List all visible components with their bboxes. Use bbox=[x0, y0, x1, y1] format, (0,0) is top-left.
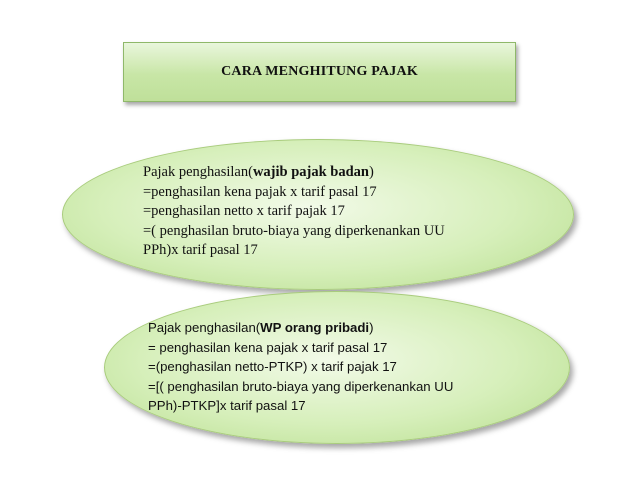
formula-pribadi-line-5: PPh)-PTKP]x tarif pasal 17 bbox=[148, 398, 306, 413]
formula-badan-subject: wajib pajak badan bbox=[252, 164, 369, 180]
formula-pribadi-line-3: =(penghasilan netto-PTKP) x tarif pajak 17 bbox=[148, 359, 397, 374]
formula-pribadi-line-2: = penghasilan kena pajak x tarif pasal 17 bbox=[148, 339, 388, 355]
formula-pribadi-line-1-suffix: ) bbox=[369, 320, 374, 335]
formula-pribadi-line-4: =[( penghasilan bruto-biaya yang diperkenankan UU bbox=[148, 378, 454, 394]
formula-badan-line-2: =penghasilan kena pajak x tarif pasal 17 bbox=[143, 183, 377, 200]
formula-badan-line-4: =( penghasilan bruto-biaya yang diperkenankan UU bbox=[143, 222, 445, 239]
formula-badan-line-1-prefix: Pajak penghasilan( bbox=[143, 164, 253, 180]
title-text: CARA MENGHITUNG PAJAK bbox=[221, 64, 418, 79]
formula-badan-line-3: =penghasilan netto x tarif pajak 17 bbox=[143, 203, 345, 219]
formula-pribadi-line-1 bbox=[148, 318, 453, 338]
formula-badan-line-5: PPh)x tarif pasal 17 bbox=[143, 242, 258, 258]
formula-badan-line-1-suffix: ) bbox=[368, 164, 374, 180]
formula-pribadi-subject: WP orang pribadi bbox=[260, 320, 370, 335]
title-box bbox=[123, 42, 516, 102]
formula-badan-line-1 bbox=[143, 163, 445, 183]
formula-pribadi-line-1-prefix: Pajak penghasilan( bbox=[148, 320, 261, 335]
formula-badan bbox=[143, 163, 445, 261]
formula-pribadi bbox=[148, 318, 453, 416]
